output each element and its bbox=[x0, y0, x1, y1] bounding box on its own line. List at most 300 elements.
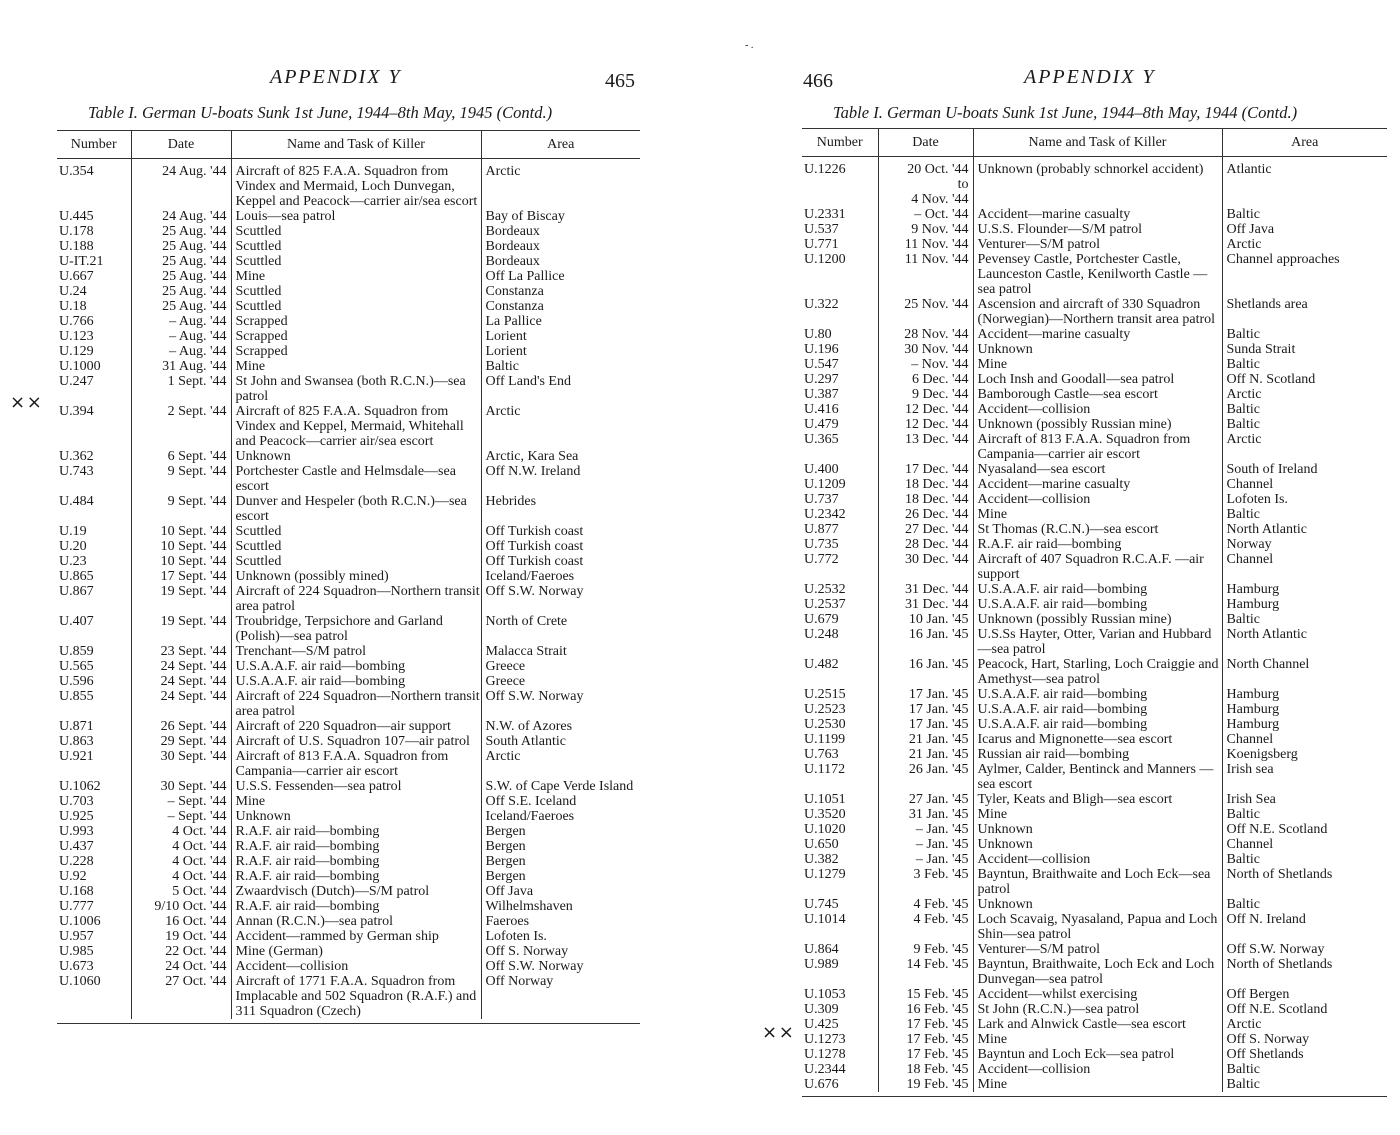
table-row bbox=[57, 539, 640, 554]
table-row bbox=[57, 749, 640, 779]
cell-killer: Mine (German) bbox=[231, 944, 481, 959]
table-row bbox=[57, 554, 640, 569]
table-row bbox=[802, 157, 1387, 208]
cell-area: Off N. Scotland bbox=[1222, 372, 1387, 387]
cell-area: Arctic, Kara Sea bbox=[481, 449, 640, 464]
table-row bbox=[802, 807, 1387, 822]
table-row bbox=[57, 269, 640, 284]
cell-area: Constanza bbox=[481, 299, 640, 314]
cell-area: Baltic bbox=[1222, 1062, 1387, 1077]
cell-date: 15 Feb. '45 bbox=[878, 987, 973, 1002]
cell-number: U.537 bbox=[804, 222, 839, 237]
cell-area: Iceland/Faeroes bbox=[481, 569, 640, 584]
cell-date: 17 Jan. '45 bbox=[878, 702, 973, 717]
cell-number: U.437 bbox=[59, 839, 94, 854]
column-header-killer: Name and Task of Killer bbox=[231, 131, 481, 159]
cell-killer: U.S.A.A.F. air raid—bombing bbox=[973, 717, 1222, 732]
table-row bbox=[802, 687, 1387, 702]
table-row bbox=[57, 644, 640, 659]
table-row bbox=[57, 494, 640, 524]
cell-date: 16 Jan. '45 bbox=[878, 657, 973, 687]
cell-date: – Jan. '45 bbox=[878, 852, 973, 867]
cell-area: Baltic bbox=[481, 359, 640, 374]
cell-date: 30 Dec. '44 bbox=[878, 552, 973, 582]
cell-date: 14 Feb. '45 bbox=[878, 957, 973, 987]
cell-number: U.859 bbox=[59, 644, 94, 659]
cell-area: Malacca Strait bbox=[481, 644, 640, 659]
cell-number: U.867 bbox=[59, 584, 94, 599]
cell-date: 24 Sept. '44 bbox=[131, 689, 231, 719]
table-bottom-rule bbox=[802, 1096, 1387, 1097]
table-row bbox=[802, 432, 1387, 462]
cell-date: – Aug. '44 bbox=[131, 344, 231, 359]
cell-area: Bergen bbox=[481, 824, 640, 839]
u-boat-table bbox=[57, 130, 640, 1019]
cell-killer: Icarus and Mignonette—sea escort bbox=[973, 732, 1222, 747]
cell-number: U.921 bbox=[59, 749, 94, 764]
cell-area: Off S.W. Norway bbox=[1222, 942, 1387, 957]
cell-number: U.354 bbox=[59, 164, 94, 179]
cell-area: Arctic bbox=[1222, 387, 1387, 402]
cell-date: 27 Jan. '45 bbox=[878, 792, 973, 807]
cell-date: 17 Feb. '45 bbox=[878, 1017, 973, 1032]
cell-area: Baltic bbox=[1222, 417, 1387, 432]
cell-area: N.W. of Azores bbox=[481, 719, 640, 734]
table-row bbox=[57, 209, 640, 224]
cell-killer: Bayntun, Braithwaite and Loch Eck—sea patrol bbox=[973, 867, 1222, 897]
cell-number: U.129 bbox=[59, 344, 94, 359]
table-row bbox=[57, 779, 640, 794]
cell-date: 4 Oct. '44 bbox=[131, 839, 231, 854]
table-row bbox=[57, 329, 640, 344]
cell-date: 25 Aug. '44 bbox=[131, 254, 231, 269]
table-row bbox=[802, 987, 1387, 1002]
cell-killer: Scuttled bbox=[231, 284, 481, 299]
page-right bbox=[700, 0, 1400, 1135]
table-row bbox=[802, 792, 1387, 807]
cell-area: Off Turkish coast bbox=[481, 524, 640, 539]
cell-killer: Accident—rammed by German ship bbox=[231, 929, 481, 944]
scan-speck: - . bbox=[745, 40, 754, 51]
cell-area: South Atlantic bbox=[481, 734, 640, 749]
table-row bbox=[802, 552, 1387, 582]
cell-number: U.322 bbox=[804, 297, 839, 312]
cell-area: Iceland/Faeroes bbox=[481, 809, 640, 824]
cell-killer: Accident—collision bbox=[973, 492, 1222, 507]
cell-killer: Aircraft of 224 Squadron—Northern transit area patrol bbox=[231, 689, 481, 719]
cell-killer: Unknown bbox=[973, 342, 1222, 357]
table-row bbox=[802, 387, 1387, 402]
cell-number: U.1199 bbox=[804, 732, 846, 747]
cell-date: 9 Sept. '44 bbox=[131, 494, 231, 524]
cell-killer: Mine bbox=[231, 794, 481, 809]
cell-number: U.766 bbox=[59, 314, 94, 329]
cell-date: 28 Dec. '44 bbox=[878, 537, 973, 552]
column-header-area: Area bbox=[1222, 129, 1387, 157]
cell-killer: Unknown (possibly Russian mine) bbox=[973, 417, 1222, 432]
cell-area: Hamburg bbox=[1222, 582, 1387, 597]
table-row bbox=[802, 702, 1387, 717]
table-row bbox=[57, 869, 640, 884]
cell-date: 4 Oct. '44 bbox=[131, 824, 231, 839]
cell-number: U.855 bbox=[59, 689, 94, 704]
cell-number: U.2537 bbox=[804, 597, 846, 612]
cell-number: U.1000 bbox=[59, 359, 101, 374]
cell-number: U.673 bbox=[59, 959, 94, 974]
cell-killer: Unknown bbox=[973, 837, 1222, 852]
cell-number: U.382 bbox=[804, 852, 839, 867]
table-row bbox=[802, 1032, 1387, 1047]
table-title: Table I. German U-boats Sunk 1st June, 1944–8th May, 1945 (Contd.) bbox=[88, 103, 553, 122]
cell-number: U.394 bbox=[59, 404, 94, 419]
table-row bbox=[802, 207, 1387, 222]
cell-area: North of Shetlands bbox=[1222, 867, 1387, 897]
cell-number: U.1209 bbox=[804, 477, 846, 492]
table-row bbox=[57, 314, 640, 329]
cell-killer: Scrapped bbox=[231, 314, 481, 329]
cell-date: 16 Jan. '45 bbox=[878, 627, 973, 657]
cell-date: 19 Oct. '44 bbox=[131, 929, 231, 944]
cell-area: Channel bbox=[1222, 477, 1387, 492]
cell-killer: R.A.F. air raid—bombing bbox=[231, 899, 481, 914]
cell-date: – Aug. '44 bbox=[131, 314, 231, 329]
table-row bbox=[802, 717, 1387, 732]
cell-date: 17 Sept. '44 bbox=[131, 569, 231, 584]
cell-date: 31 Aug. '44 bbox=[131, 359, 231, 374]
cell-date: 17 Feb. '45 bbox=[878, 1047, 973, 1062]
cell-number: U.387 bbox=[804, 387, 839, 402]
cell-number: U.1200 bbox=[804, 252, 846, 267]
cell-date: 26 Dec. '44 bbox=[878, 507, 973, 522]
table-row bbox=[802, 357, 1387, 372]
cell-killer: Unknown bbox=[231, 449, 481, 464]
cell-number: U.2532 bbox=[804, 582, 846, 597]
cell-number: U.871 bbox=[59, 719, 94, 734]
cell-date: 5 Oct. '44 bbox=[131, 884, 231, 899]
table-row bbox=[57, 359, 640, 374]
table-row bbox=[802, 417, 1387, 432]
cell-date: 9 Nov. '44 bbox=[878, 222, 973, 237]
cell-number: U.2523 bbox=[804, 702, 846, 717]
cell-number: U.1006 bbox=[59, 914, 101, 929]
table-row bbox=[802, 222, 1387, 237]
cell-date: 10 Jan. '45 bbox=[878, 612, 973, 627]
table-row bbox=[57, 159, 640, 210]
cell-area: Channel bbox=[1222, 837, 1387, 852]
cell-killer: Mine bbox=[231, 269, 481, 284]
table-row bbox=[57, 914, 640, 929]
cell-killer: St Thomas (R.C.N.)—sea escort bbox=[973, 522, 1222, 537]
cell-killer: Ascension and aircraft of 330 Squadron (Norwegian)—Northern transit area patrol bbox=[973, 297, 1222, 327]
cell-date: 9/10 Oct. '44 bbox=[131, 899, 231, 914]
cell-area: Off Norway bbox=[481, 974, 640, 1019]
cell-area: Bordeaux bbox=[481, 239, 640, 254]
cell-number: U.2530 bbox=[804, 717, 846, 732]
cell-date: 12 Dec. '44 bbox=[878, 417, 973, 432]
cell-area: Hebrides bbox=[481, 494, 640, 524]
cell-killer: Unknown (possibly mined) bbox=[231, 569, 481, 584]
cell-number: U.864 bbox=[804, 942, 839, 957]
cell-date: 30 Nov. '44 bbox=[878, 342, 973, 357]
cell-killer: Scuttled bbox=[231, 239, 481, 254]
cell-number: U.3520 bbox=[804, 807, 846, 822]
table-row bbox=[802, 582, 1387, 597]
cell-date: 10 Sept. '44 bbox=[131, 524, 231, 539]
table-header-row bbox=[57, 131, 640, 159]
cell-killer: Mine bbox=[973, 507, 1222, 522]
table-row bbox=[802, 297, 1387, 327]
cell-area: Baltic bbox=[1222, 612, 1387, 627]
cell-number: U.745 bbox=[804, 897, 839, 912]
table-row bbox=[57, 224, 640, 239]
cell-killer: Loch Scavaig, Nyasaland, Papua and Loch Shin—sea patrol bbox=[973, 912, 1222, 942]
cell-area: Off Java bbox=[481, 884, 640, 899]
cell-date: 18 Feb. '45 bbox=[878, 1062, 973, 1077]
table-row bbox=[57, 734, 640, 749]
cell-date: 19 Sept. '44 bbox=[131, 584, 231, 614]
cell-date: 9 Dec. '44 bbox=[878, 387, 973, 402]
cell-area: Lofoten Is. bbox=[481, 929, 640, 944]
column-header-number: Number bbox=[816, 134, 863, 150]
cell-killer: Mine bbox=[231, 359, 481, 374]
cell-killer: Unknown bbox=[973, 822, 1222, 837]
table-row bbox=[57, 569, 640, 584]
cell-killer: Bamborough Castle—sea escort bbox=[973, 387, 1222, 402]
cell-date: – Sept. '44 bbox=[131, 794, 231, 809]
cell-number: U.80 bbox=[804, 327, 832, 342]
cell-area: Wilhelmshaven bbox=[481, 899, 640, 914]
cell-date: 17 Jan. '45 bbox=[878, 717, 973, 732]
cell-number: U.925 bbox=[59, 809, 94, 824]
cell-area: Bordeaux bbox=[481, 224, 640, 239]
cell-area: Off N.W. Ireland bbox=[481, 464, 640, 494]
cell-area: La Pallice bbox=[481, 314, 640, 329]
cell-number: U.248 bbox=[804, 627, 839, 642]
cell-killer: St John and Swansea (both R.C.N.)—sea patrol bbox=[231, 374, 481, 404]
cell-area: Off Turkish coast bbox=[481, 539, 640, 554]
cell-killer: Accident—collision bbox=[973, 1062, 1222, 1077]
cell-area: Bay of Biscay bbox=[481, 209, 640, 224]
cell-killer: Aircraft of U.S. Squadron 107—air patrol bbox=[231, 734, 481, 749]
cell-date: 25 Nov. '44 bbox=[878, 297, 973, 327]
cell-number: U.400 bbox=[804, 462, 839, 477]
running-header: APPENDIX Y bbox=[270, 66, 402, 88]
cell-date: – Nov. '44 bbox=[878, 357, 973, 372]
cell-number: U.19 bbox=[59, 524, 87, 539]
table-row bbox=[802, 597, 1387, 612]
cell-area: Arctic bbox=[481, 159, 640, 210]
cell-date: 31 Dec. '44 bbox=[878, 597, 973, 612]
cell-date: 4 Feb. '45 bbox=[878, 912, 973, 942]
cell-date: 30 Sept. '44 bbox=[131, 779, 231, 794]
table-row bbox=[802, 627, 1387, 657]
cell-killer: Portchester Castle and Helmsdale—sea escort bbox=[231, 464, 481, 494]
cell-date: 18 Dec. '44 bbox=[878, 492, 973, 507]
table-row bbox=[802, 237, 1387, 252]
cell-killer: R.A.F. air raid—bombing bbox=[231, 839, 481, 854]
cell-number: U.1226 bbox=[804, 162, 846, 177]
cell-date: 24 Oct. '44 bbox=[131, 959, 231, 974]
cell-killer: Mine bbox=[973, 357, 1222, 372]
table-row bbox=[802, 912, 1387, 942]
cell-number: U.993 bbox=[59, 824, 94, 839]
cell-killer: Aylmer, Calder, Bentinck and Manners —sea escort bbox=[973, 762, 1222, 792]
table-row bbox=[57, 959, 640, 974]
cell-number: U.735 bbox=[804, 537, 839, 552]
cell-number: U.1020 bbox=[804, 822, 846, 837]
cell-killer: Russian air raid—bombing bbox=[973, 747, 1222, 762]
margin-mark: × × bbox=[762, 1022, 792, 1043]
cell-area: Hamburg bbox=[1222, 702, 1387, 717]
cell-date: – Oct. '44 bbox=[878, 207, 973, 222]
table-row bbox=[57, 254, 640, 269]
cell-killer: U.S.A.A.F. air raid—bombing bbox=[973, 582, 1222, 597]
cell-number: U.737 bbox=[804, 492, 839, 507]
table-row bbox=[802, 492, 1387, 507]
cell-area: Sunda Strait bbox=[1222, 342, 1387, 357]
cell-area: Off Turkish coast bbox=[481, 554, 640, 569]
cell-date: 6 Dec. '44 bbox=[878, 372, 973, 387]
cell-area: Bergen bbox=[481, 839, 640, 854]
cell-killer: R.A.F. air raid—bombing bbox=[231, 824, 481, 839]
cell-number: U.23 bbox=[59, 554, 87, 569]
cell-number: U.676 bbox=[804, 1077, 839, 1092]
table-row bbox=[57, 299, 640, 314]
cell-area: Lofoten Is. bbox=[1222, 492, 1387, 507]
cell-number: U.24 bbox=[59, 284, 87, 299]
cell-killer: Aircraft of 825 F.A.A. Squadron from Vindex and Mermaid, Loch Dunvegan, Keppel and Peacock—carrier air/sea escort bbox=[231, 159, 481, 210]
cell-number: U.2331 bbox=[804, 207, 846, 222]
table-row bbox=[802, 522, 1387, 537]
cell-area: Off N.E. Scotland bbox=[1222, 822, 1387, 837]
cell-date: 17 Feb. '45 bbox=[878, 1032, 973, 1047]
cell-date: 10 Sept. '44 bbox=[131, 539, 231, 554]
cell-date: 25 Aug. '44 bbox=[131, 269, 231, 284]
cell-number: U.565 bbox=[59, 659, 94, 674]
cell-killer: Bayntun, Braithwaite, Loch Eck and Loch Dunvegan—sea patrol bbox=[973, 957, 1222, 987]
table-row bbox=[57, 689, 640, 719]
cell-area: Lorient bbox=[481, 329, 640, 344]
cell-killer: Scuttled bbox=[231, 299, 481, 314]
cell-area: Baltic bbox=[1222, 507, 1387, 522]
cell-area: Irish sea bbox=[1222, 762, 1387, 792]
cell-date: 11 Nov. '44 bbox=[878, 252, 973, 297]
table-row bbox=[57, 809, 640, 824]
cell-number: U.196 bbox=[804, 342, 839, 357]
table-row bbox=[57, 929, 640, 944]
cell-area: Off S. Norway bbox=[481, 944, 640, 959]
cell-number: U.985 bbox=[59, 944, 94, 959]
cell-number: U.1060 bbox=[59, 974, 101, 989]
cell-area: Channel bbox=[1222, 732, 1387, 747]
table-row bbox=[802, 837, 1387, 852]
cell-area: Bergen bbox=[481, 854, 640, 869]
cell-area: Baltic bbox=[1222, 327, 1387, 342]
cell-date: 4 Oct. '44 bbox=[131, 854, 231, 869]
cell-number: U.92 bbox=[59, 869, 87, 884]
cell-date: 24 Aug. '44 bbox=[131, 159, 231, 210]
table-row bbox=[802, 537, 1387, 552]
cell-killer: Accident—marine casualty bbox=[973, 207, 1222, 222]
cell-killer: Accident—collision bbox=[973, 402, 1222, 417]
table-row bbox=[57, 659, 640, 674]
cell-date: 21 Jan. '45 bbox=[878, 747, 973, 762]
cell-number: U.989 bbox=[804, 957, 839, 972]
cell-date: 23 Sept. '44 bbox=[131, 644, 231, 659]
page-number: 466 bbox=[803, 70, 833, 92]
table-row bbox=[802, 957, 1387, 987]
cell-killer: Aircraft of 813 F.A.A. Squadron from Campania—carrier air escort bbox=[231, 749, 481, 779]
table-row bbox=[57, 899, 640, 914]
table-row bbox=[57, 974, 640, 1019]
cell-area: North of Crete bbox=[481, 614, 640, 644]
cell-area: Koenigsberg bbox=[1222, 747, 1387, 762]
table-row bbox=[57, 719, 640, 734]
cell-killer: Unknown (probably schnorkel accident) bbox=[973, 157, 1222, 208]
table-row bbox=[802, 402, 1387, 417]
cell-date: 1 Sept. '44 bbox=[131, 374, 231, 404]
cell-date: 25 Aug. '44 bbox=[131, 224, 231, 239]
cell-number: U.777 bbox=[59, 899, 94, 914]
cell-number: U.679 bbox=[804, 612, 839, 627]
cell-date: 31 Dec. '44 bbox=[878, 582, 973, 597]
cell-number: U.188 bbox=[59, 239, 94, 254]
cell-killer: Scuttled bbox=[231, 554, 481, 569]
cell-killer: Venturer—S/M patrol bbox=[973, 237, 1222, 252]
cell-area: Off S.W. Norway bbox=[481, 689, 640, 719]
cell-date: 16 Feb. '45 bbox=[878, 1002, 973, 1017]
cell-date: 24 Aug. '44 bbox=[131, 209, 231, 224]
cell-killer: Aircraft of 813 F.A.A. Squadron from Campania—carrier air escort bbox=[973, 432, 1222, 462]
cell-date: 19 Feb. '45 bbox=[878, 1077, 973, 1092]
cell-area: Greece bbox=[481, 674, 640, 689]
cell-number: U.479 bbox=[804, 417, 839, 432]
table-row bbox=[802, 867, 1387, 897]
cell-killer: Dunver and Hespeler (both R.C.N.)—sea escort bbox=[231, 494, 481, 524]
table-row bbox=[57, 239, 640, 254]
cell-area: Greece bbox=[481, 659, 640, 674]
cell-date: 30 Sept. '44 bbox=[131, 749, 231, 779]
cell-killer: U.S.A.A.F. air raid—bombing bbox=[231, 659, 481, 674]
cell-killer: Aircraft of 1771 F.A.A. Squadron from Implacable and 502 Squadron (R.A.F.) and 311 Squadron (Czech) bbox=[231, 974, 481, 1019]
cell-area: Off La Pallice bbox=[481, 269, 640, 284]
table-row bbox=[57, 449, 640, 464]
cell-number: U.20 bbox=[59, 539, 87, 554]
cell-killer: Scrapped bbox=[231, 329, 481, 344]
cell-date: 29 Sept. '44 bbox=[131, 734, 231, 749]
cell-killer: St John (R.C.N.)—sea patrol bbox=[973, 1002, 1222, 1017]
cell-area: Off S.W. Norway bbox=[481, 959, 640, 974]
cell-killer: Nyasaland—sea escort bbox=[973, 462, 1222, 477]
cell-date: 17 Jan. '45 bbox=[878, 687, 973, 702]
cell-date: – Jan. '45 bbox=[878, 837, 973, 852]
table-body bbox=[802, 157, 1387, 1093]
cell-number: U.178 bbox=[59, 224, 94, 239]
cell-date: 9 Feb. '45 bbox=[878, 942, 973, 957]
cell-date: 13 Dec. '44 bbox=[878, 432, 973, 462]
table-bottom-rule bbox=[57, 1023, 640, 1024]
cell-number: U.2344 bbox=[804, 1062, 846, 1077]
table-row bbox=[802, 1017, 1387, 1032]
u-boat-table bbox=[802, 128, 1387, 1092]
cell-killer: U.S.A.A.F. air raid—bombing bbox=[973, 702, 1222, 717]
cell-killer: Scuttled bbox=[231, 254, 481, 269]
cell-date: 31 Jan. '45 bbox=[878, 807, 973, 822]
cell-killer: Pevensey Castle, Portchester Castle, Launceston Castle, Kenilworth Castle —sea patrol bbox=[973, 252, 1222, 297]
cell-killer: Accident—collision bbox=[231, 959, 481, 974]
cell-area: Off S. Norway bbox=[1222, 1032, 1387, 1047]
table-row bbox=[802, 1047, 1387, 1062]
